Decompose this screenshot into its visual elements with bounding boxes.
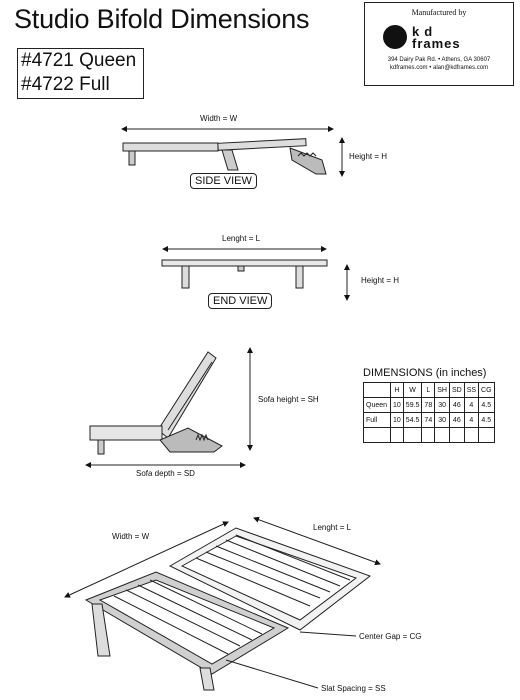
side-view-drawing	[122, 129, 342, 176]
table-cell	[435, 428, 450, 443]
sofa-seat-rail	[90, 426, 162, 440]
table-cell	[422, 428, 435, 443]
table-cell: 4.5	[479, 413, 495, 428]
end-top-rail	[162, 260, 327, 266]
sofa-back-frame	[158, 352, 216, 438]
side-view-caption: SIDE VIEW	[190, 173, 257, 189]
model-queen: #4721 Queen	[21, 50, 137, 71]
table-cell	[464, 428, 478, 443]
slat-spacing-label: Slat Spacing = SS	[321, 684, 386, 693]
table-cell: 4.5	[479, 398, 495, 413]
sofa-front-leg	[98, 440, 104, 454]
dim-header-sd: SD	[449, 383, 464, 398]
table-cell	[391, 428, 404, 443]
table-cell: 54.5	[403, 413, 422, 428]
center-gap-leader	[300, 632, 356, 636]
dimensions-title: DIMENSIONS (in inches)	[363, 367, 487, 379]
dim-header-sh: SH	[435, 383, 450, 398]
iso-width-label: Width = W	[112, 532, 150, 541]
side-ratchet	[290, 148, 326, 174]
slat-spacing-leader	[226, 660, 318, 688]
iso-view-drawing	[65, 518, 380, 690]
table-cell: 46	[449, 398, 464, 413]
dim-header-h: H	[391, 383, 404, 398]
logo-frames: frames	[412, 36, 461, 51]
logo-kd: kd	[412, 24, 438, 39]
manufacturer-address: 394 Dairy Pak Rd. • Athens, GA 30607	[387, 57, 491, 63]
table-cell: 46	[449, 413, 464, 428]
sofa-depth-label: Sofa depth = SD	[136, 469, 195, 478]
sofa-height-label: Sofa height = SH	[258, 395, 319, 404]
table-cell: 74	[422, 413, 435, 428]
dim-header-ss: SS	[464, 383, 478, 398]
manufactured-by-label: Manufactured by	[411, 8, 467, 17]
table-cell	[403, 428, 422, 443]
table-cell: 30	[435, 413, 450, 428]
table-cell: 30	[435, 398, 450, 413]
sofa-view-drawing	[86, 348, 250, 465]
iso-length-label: Lenght = L	[313, 523, 352, 532]
dim-header-blank	[364, 383, 391, 398]
side-width-label: Width = W	[200, 114, 238, 123]
side-seat-rail	[123, 143, 218, 151]
table-row	[364, 428, 495, 443]
table-cell: 4	[464, 413, 478, 428]
table-cell: 78	[422, 398, 435, 413]
side-front-leg	[129, 151, 135, 165]
side-arm-bracket	[222, 150, 238, 170]
row-label-queen: Queen	[364, 398, 391, 413]
end-left-leg	[182, 266, 189, 288]
table-row	[364, 398, 495, 413]
model-full: #4722 Full	[21, 74, 110, 95]
table-cell: 10	[391, 413, 404, 428]
table-cell: 59.5	[403, 398, 422, 413]
center-gap-label: Center Gap = CG	[359, 632, 422, 641]
table-cell: 4	[464, 398, 478, 413]
table-cell	[479, 428, 495, 443]
end-height-label: Height = H	[361, 276, 400, 285]
end-right-leg	[296, 266, 303, 288]
dimensions-table	[363, 382, 495, 443]
table-cell	[449, 428, 464, 443]
sofa-back-inner	[168, 362, 212, 430]
dim-header-w: W	[403, 383, 422, 398]
end-view-caption: END VIEW	[208, 293, 272, 309]
model-numbers-box	[17, 48, 144, 99]
table-row	[364, 413, 495, 428]
dimensions-header-row	[364, 383, 495, 398]
table-cell: 10	[391, 398, 404, 413]
end-center-block	[238, 266, 244, 271]
end-length-label: Lenght = L	[222, 234, 261, 243]
kd-frames-logo	[365, 25, 513, 51]
page-title: Studio Bifold Dimensions	[14, 4, 310, 34]
manufacturer-contact: kdframes.com • alan@kdframes.com	[389, 65, 489, 71]
side-height-label: Height = H	[349, 152, 388, 161]
dim-header-cg: CG	[479, 383, 495, 398]
dim-header-l: L	[422, 383, 435, 398]
row-label-full: Full	[364, 413, 391, 428]
manufacturer-box	[364, 2, 514, 86]
row-label-empty	[364, 428, 391, 443]
logo-circle-icon	[383, 25, 407, 49]
